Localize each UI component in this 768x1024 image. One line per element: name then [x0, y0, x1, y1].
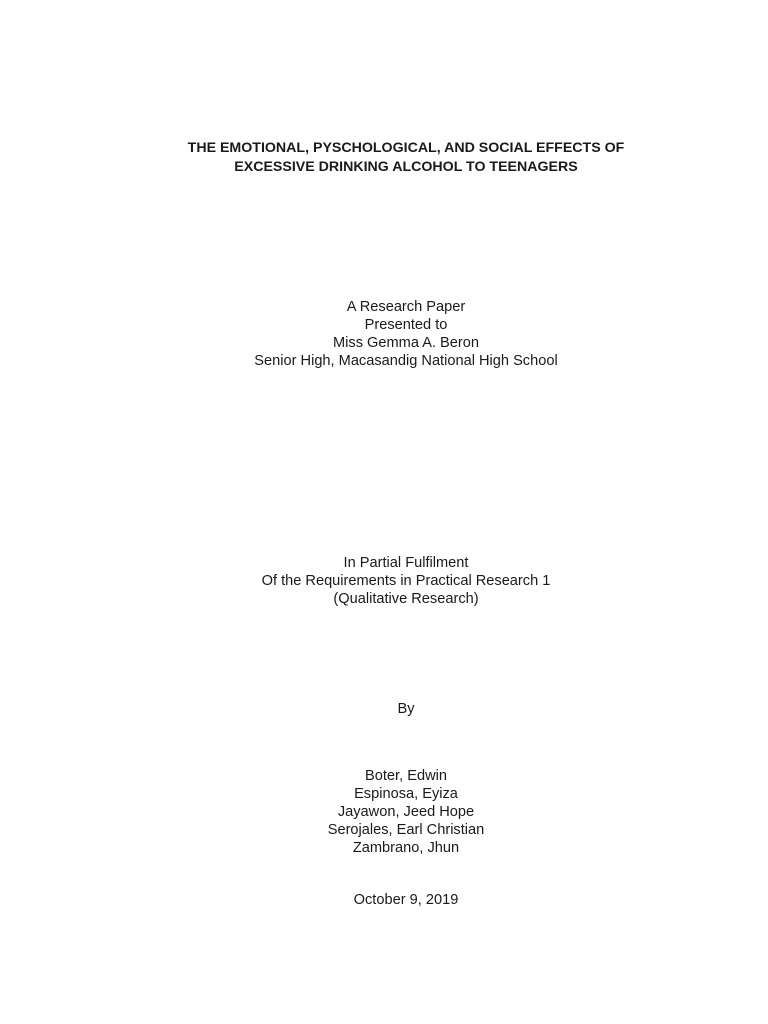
- author-name: Zambrano, Jhun: [352, 840, 460, 856]
- school-name: Senior High, Macasandig National High School: [254, 353, 558, 369]
- submission-date: October 9, 2019: [353, 892, 459, 908]
- adviser-name: Miss Gemma A. Beron: [333, 335, 479, 351]
- fulfilment-line-3: (Qualitative Research): [333, 591, 479, 607]
- title-line-2: EXCESSIVE DRINKING ALCOHOL TO TEENAGERS: [234, 158, 578, 175]
- author-name: Serojales, Earl Christian: [327, 822, 485, 838]
- paper-title: [0, 139, 768, 176]
- title-line-1: THE EMOTIONAL, PYSCHOLOGICAL, AND SOCIAL EFFECTS OF: [187, 140, 625, 156]
- date-block: [0, 891, 768, 909]
- authors-list: [0, 767, 768, 857]
- author-name: Espinosa, Eyiza: [354, 786, 458, 802]
- author-name: Jayawon, Jeed Hope: [337, 804, 475, 820]
- author-name: Boter, Edwin: [365, 768, 447, 784]
- by-label: By: [397, 701, 415, 717]
- presentation-block: [0, 298, 768, 370]
- fulfilment-block: [0, 554, 768, 608]
- fulfilment-line-2: Of the Requirements in Practical Research 1: [261, 573, 551, 589]
- fulfilment-line-1: In Partial Fulfilment: [343, 555, 469, 571]
- presented-to-label: Presented to: [364, 317, 448, 333]
- paper-type: A Research Paper: [346, 299, 466, 315]
- by-block: [0, 700, 768, 718]
